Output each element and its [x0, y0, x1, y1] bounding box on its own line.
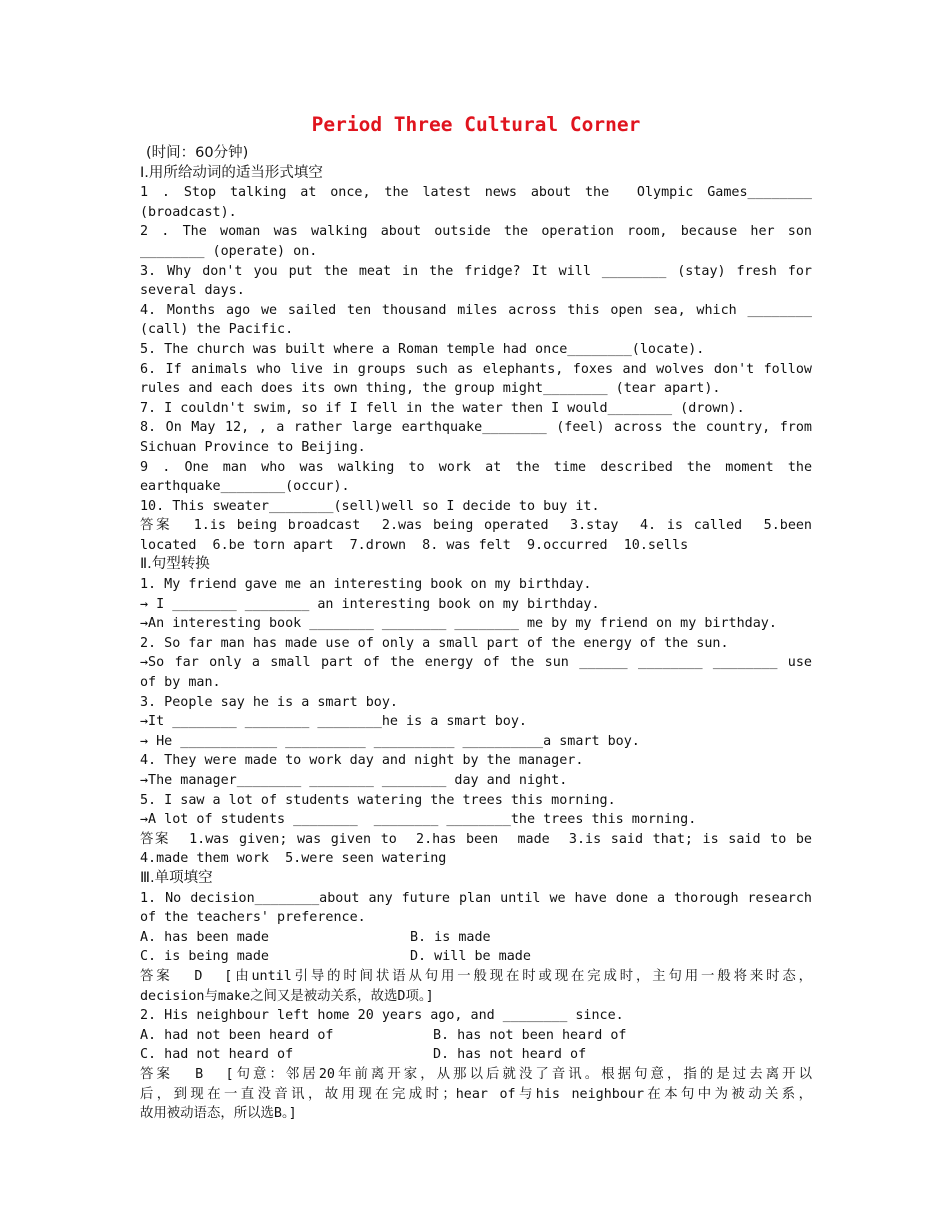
question-line: of the teachers' preference. [140, 910, 366, 926]
question-line: →A lot of students ________ ________ ________the trees this morning. [140, 812, 697, 828]
answer-line: 后，到现在一直没音讯，故用现在完成时；hear of与his neighbour在本句中为被动关系， [140, 1086, 812, 1102]
section-2-heading: Ⅱ.句型转换 [140, 556, 210, 573]
question-line: 2 . The woman was walking about outside the operation room, because her son [140, 224, 812, 240]
question-line: (broadcast). [140, 204, 237, 220]
answer-line: 故用被动语态，所以选B。] [140, 1106, 297, 1122]
question-line: several days. [140, 283, 245, 299]
question-line: →It ________ ________ ________he is a smart boy. [140, 714, 527, 730]
question-line: 8. On May 12, , a rather large earthquake________ (feel) across the country, from [140, 420, 812, 436]
question-line: 10. This sweater________(sell)well so I decide to buy it. [140, 498, 600, 514]
question-line: of by man. [140, 675, 221, 691]
question-line: 4. Months ago we sailed ten thousand miles across this open sea, which ________ [140, 302, 812, 318]
question-line: → He ____________ __________ __________ __________a smart boy. [140, 733, 640, 749]
section-1-heading: Ⅰ.用所给动词的适当形式填空 [140, 164, 323, 181]
question-line: 4. They were made to work day and night by the manager. [140, 753, 584, 769]
question-line: (call) the Pacific. [140, 322, 294, 338]
question-line: 6. If animals who live in groups such as elephants, foxes and wolves don't follow [140, 361, 812, 377]
option-a: A. had not been heard of [140, 1027, 334, 1043]
answer-line: 答案 B [句意：邻居20年前离开家，从那以后就没了音讯。根据句意，指的是过去离开以 [140, 1066, 812, 1082]
answer-line: 答案 1.was given; was given to 2.has been made 3.is said that; is said to be [140, 831, 812, 847]
question-line: rules and each does its own thing, the group might________ (tear apart). [140, 381, 721, 397]
options-row [140, 928, 812, 948]
option-b: B. has not been heard of [433, 1027, 627, 1043]
question-line: 5. The church was built where a Roman temple had once________(locate). [140, 341, 705, 357]
question-line: 9 . One man who was walking to work at the time described the moment the [140, 459, 812, 475]
question-line: 1. My friend gave me an interesting book on my birthday. [140, 577, 592, 593]
option-a: A. has been made [140, 929, 269, 945]
question-line: 1 . Stop talking at once, the latest news about the Olympic Games________ [140, 185, 812, 201]
question-line: → I ________ ________ an interesting book on my birthday. [140, 596, 600, 612]
option-b: B. is made [410, 929, 491, 945]
worksheet-page [140, 112, 812, 1124]
question-line: 3. People say he is a smart boy. [140, 694, 398, 710]
question-line: 1. No decision________about any future plan until we have done a thorough research [140, 890, 812, 906]
question-line: Sichuan Province to Beijing. [140, 439, 366, 455]
time-note: (时间：60分钟) [146, 145, 249, 161]
question-line: 5. I saw a lot of students watering the trees this morning. [140, 792, 616, 808]
options-row [140, 1045, 812, 1065]
option-c: C. had not heard of [140, 1047, 294, 1063]
option-c: C. is being made [140, 949, 269, 965]
section-3-heading: Ⅲ.单项填空 [140, 869, 213, 886]
answer-line: 4.made them work 5.were seen watering [140, 851, 447, 867]
question-line: →The manager________ ________ ________ day and night. [140, 773, 568, 788]
question-line: ________ (operate) on. [140, 243, 318, 259]
option-d: D. has not heard of [433, 1047, 587, 1063]
question-line: 2. His neighbour left home 20 years ago, and ________ since. [140, 1008, 624, 1024]
answer-line: located 6.be torn apart 7.drown 8. was felt 9.occurred 10.sells [140, 537, 689, 553]
question-line: 2. So far man has made use of only a small part of the energy of the sun. [140, 635, 729, 651]
question-line: 3. Why don't you put the meat in the fridge? It will ________ (stay) fresh for [140, 263, 812, 279]
page-title: Period Three Cultural Corner [311, 113, 641, 136]
option-d: D. will be made [410, 949, 531, 965]
answer-line: 答案 1.is being broadcast 2.was being operated 3.stay 4. is called 5.been [140, 518, 812, 534]
question-line: →So far only a small part of the energy of the sun ______ ________ ________ use [140, 655, 812, 671]
question-line: →An interesting book ________ ________ ________ me by my friend on my birthday. [140, 616, 777, 632]
question-line: earthquake________(occur). [140, 479, 350, 495]
question-line: 7. I couldn't swim, so if I fell in the water then I would________ (drown). [140, 400, 745, 416]
answer-line: 答案 D [由until引导的时间状语从句用一般现在时或现在完成时，主句用一般将来时态， [140, 968, 812, 984]
options-row [140, 1026, 812, 1046]
answer-line: decision与make之间又是被动关系，故选D项。] [140, 988, 434, 1004]
options-row [140, 947, 812, 967]
